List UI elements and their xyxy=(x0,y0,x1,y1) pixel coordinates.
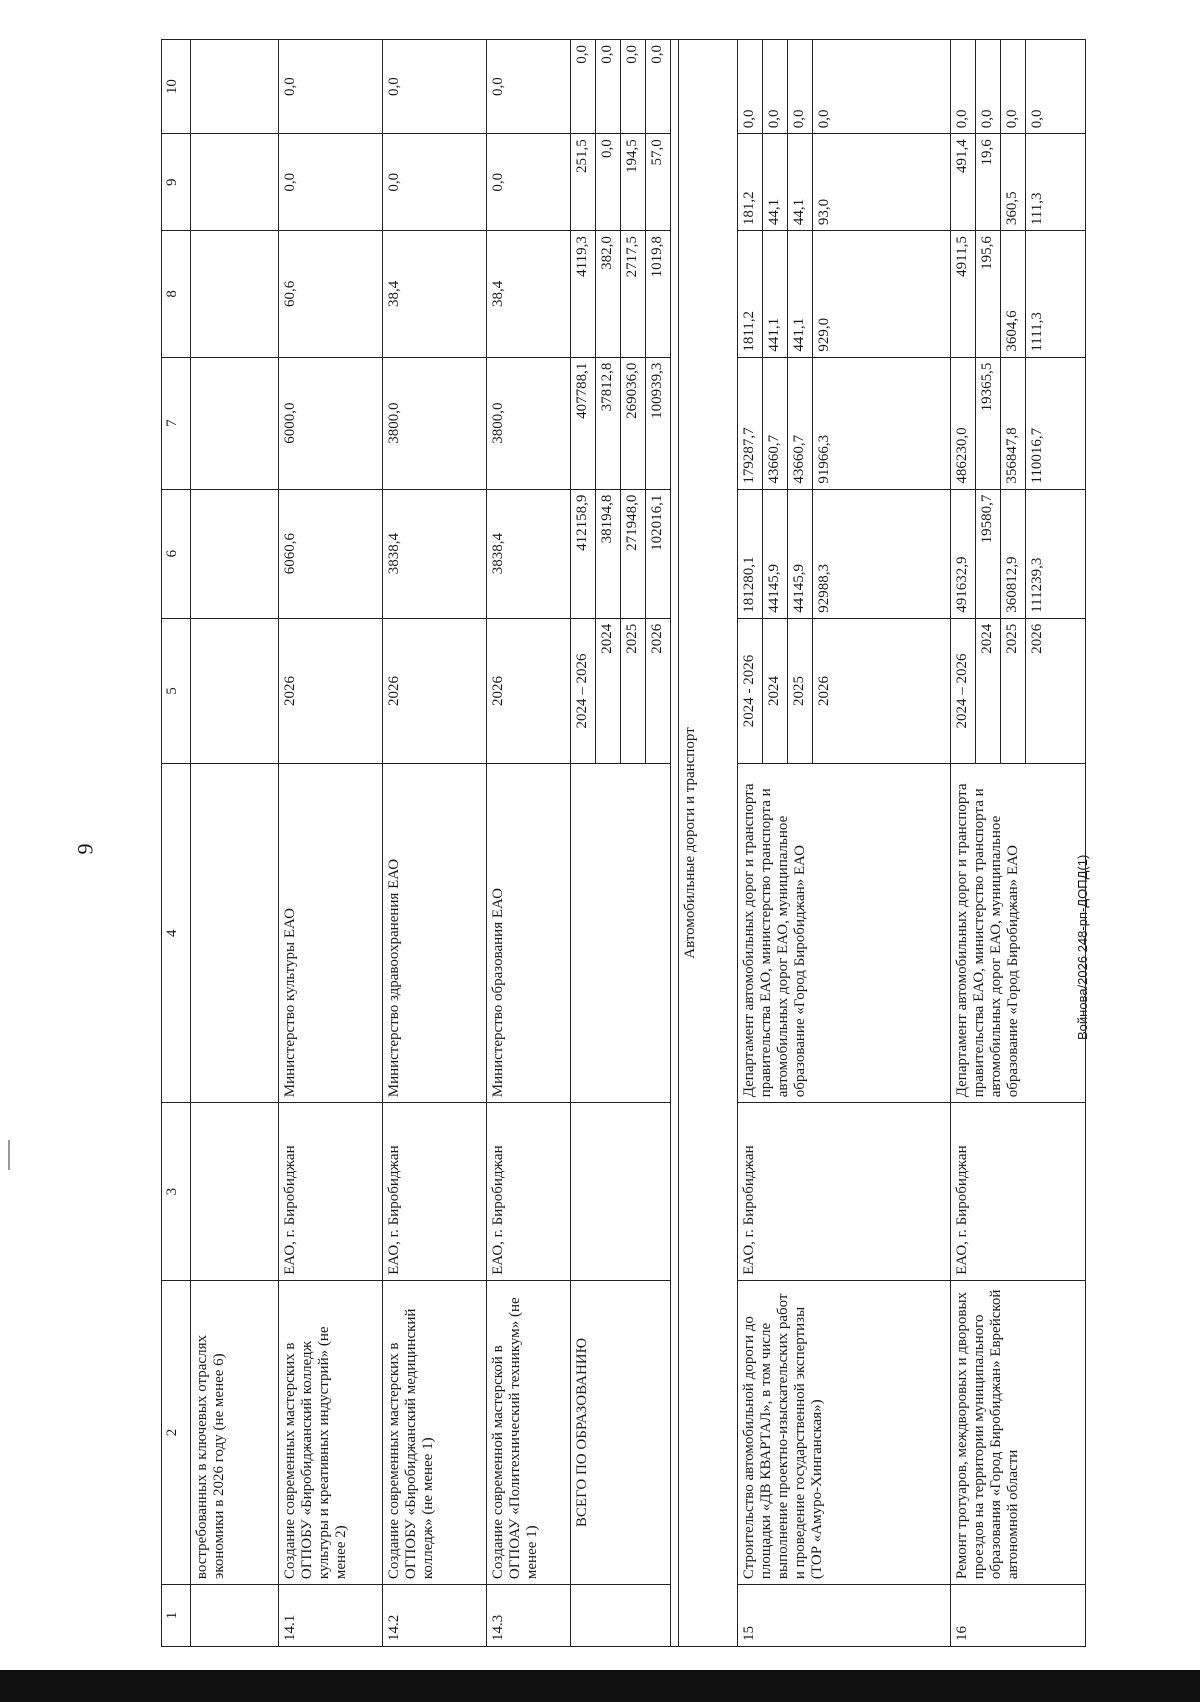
table-row xyxy=(738,40,763,1647)
cell-value: 44145,9 xyxy=(788,489,813,618)
cell-value: 382,0 xyxy=(596,231,621,358)
cell-value: 19,6 xyxy=(976,134,1001,231)
scan-mark xyxy=(8,1140,10,1170)
cell-value: 57,0 xyxy=(646,134,671,231)
cell-value: 38,4 xyxy=(487,231,571,358)
total-label: ВСЕГО ПО ОБРАЗОВАНИЮ xyxy=(571,1280,671,1584)
cell-value: 194,5 xyxy=(621,134,646,231)
cell-value: 3838,4 xyxy=(383,489,487,618)
cell-value: 110016,7 xyxy=(1026,357,1086,489)
cell-value: 356847,8 xyxy=(1001,357,1026,489)
cell-place: ЕАО, г. Биробиджан xyxy=(487,1103,571,1281)
cell-year: 2025 xyxy=(621,618,646,763)
col-header: 7 xyxy=(162,357,191,489)
cell-name: Создание современной мастерской в ОГПОАУ «Политехнический техникум» (не менее 1) xyxy=(487,1280,571,1584)
cell-value: 491,4 xyxy=(951,134,976,231)
cell-value: 4911,5 xyxy=(951,231,976,358)
cell-value: 0,0 xyxy=(738,40,763,134)
cell-value: 0,0 xyxy=(621,40,646,134)
col-header: 2 xyxy=(162,1280,191,1584)
cell-value: 44,1 xyxy=(788,134,813,231)
rotated-table-frame xyxy=(161,39,1086,1647)
cell-num: 14.2 xyxy=(383,1585,487,1647)
col-header: 5 xyxy=(162,618,191,763)
cell-name: Ремонт тротуаров, междворовых и дворовых проездов на территории муниципального образования «Город Биробиджан» Еврейской автономной области xyxy=(951,1280,1086,1584)
cell-value: 0,0 xyxy=(763,40,788,134)
cell-exec: Министерство здравоохранения ЕАО xyxy=(383,764,487,1103)
cell-value: 19580,7 xyxy=(976,489,1001,618)
cell-value: 0,0 xyxy=(571,40,596,134)
cell-value: 486230,0 xyxy=(951,357,976,489)
cell-year: 2024 – 2026 xyxy=(951,618,976,763)
cell-exec: Департамент автомобильных дорог и транспорта правительства ЕАО, министерство транспорта и автомобильных дорог ЕАО, муниципальное образование «Город Биробиджан» ЕАО xyxy=(738,764,951,1103)
cell-value: 91966,3 xyxy=(813,357,951,489)
scan-border xyxy=(0,1670,1200,1702)
cell-value: 44,1 xyxy=(763,134,788,231)
cell-value: 0,0 xyxy=(646,40,671,134)
cell-value: 0,0 xyxy=(487,134,571,231)
cell-year: 2025 xyxy=(1001,618,1026,763)
col-header: 10 xyxy=(162,40,191,134)
cell-value: 0,0 xyxy=(383,134,487,231)
col-header: 8 xyxy=(162,231,191,358)
cell-num: 14.3 xyxy=(487,1585,571,1647)
cell-value: 43660,7 xyxy=(788,357,813,489)
cell-value: 92988,3 xyxy=(813,489,951,618)
cell-value: 3838,4 xyxy=(487,489,571,618)
cell-value: 195,6 xyxy=(976,231,1001,358)
cell-value: 2717,5 xyxy=(621,231,646,358)
cell-year: 2026 xyxy=(1026,618,1086,763)
header-row xyxy=(162,40,191,1647)
cell-value: 0,0 xyxy=(788,40,813,134)
cell-value: 0,0 xyxy=(383,40,487,134)
cell-value: 360,5 xyxy=(1001,134,1026,231)
cell-value: 3800,0 xyxy=(383,357,487,489)
cell-num: 15 xyxy=(738,1585,951,1647)
cell-year: 2026 xyxy=(279,618,383,763)
cell-place: ЕАО, г. Биробиджан xyxy=(951,1103,1086,1281)
cell-year: 2026 xyxy=(487,618,571,763)
cell-value: 271948,0 xyxy=(621,489,646,618)
cell-value: 407788,1 xyxy=(571,357,596,489)
table-row xyxy=(951,40,976,1647)
cell-value: 1111,3 xyxy=(1026,231,1086,358)
cell-value: 0,0 xyxy=(596,40,621,134)
table-row xyxy=(279,40,383,1647)
section-title: Автомобильные дороги и транспорт xyxy=(679,40,738,1647)
cell-name: востребованных в ключевых отраслях экономики в 2026 году (не менее 6) xyxy=(191,1280,279,1584)
cell-value: 37812,8 xyxy=(596,357,621,489)
cell-place: ЕАО, г. Биробиджан xyxy=(383,1103,487,1281)
funding-table xyxy=(161,39,1086,1647)
table-row xyxy=(191,40,279,1647)
cell-value: 60,6 xyxy=(279,231,383,358)
cell-year: 2024 - 2026 xyxy=(738,618,763,763)
cell-value: 19365,5 xyxy=(976,357,1001,489)
cell-num: 14.1 xyxy=(279,1585,383,1647)
cell-value: 0,0 xyxy=(487,40,571,134)
cell-value: 0,0 xyxy=(1001,40,1026,134)
cell-year: 2026 xyxy=(383,618,487,763)
cell-value: 491632,9 xyxy=(951,489,976,618)
cell-num: 16 xyxy=(951,1585,1086,1647)
cell-value: 1019,8 xyxy=(646,231,671,358)
cell-value: 102016,1 xyxy=(646,489,671,618)
spacer-row xyxy=(671,40,679,1647)
cell-value: 111239,3 xyxy=(1026,489,1086,618)
cell-value: 0,0 xyxy=(279,40,383,134)
cell-value: 6000,0 xyxy=(279,357,383,489)
total-row xyxy=(571,40,596,1647)
cell-value: 44145,9 xyxy=(763,489,788,618)
cell-year: 2024 xyxy=(976,618,1001,763)
cell-value: 0,0 xyxy=(279,134,383,231)
cell-year: 2024 xyxy=(763,618,788,763)
cell-name: Создание современных мастерских в ОГПОБУ «Биробиджанский медицинский колледж» (не менее 1) xyxy=(383,1280,487,1584)
cell-value: 441,1 xyxy=(763,231,788,358)
cell-value: 6060,6 xyxy=(279,489,383,618)
cell-value: 111,3 xyxy=(1026,134,1086,231)
cell-value: 3800,0 xyxy=(487,357,571,489)
cell-value: 360812,9 xyxy=(1001,489,1026,618)
cell-value: 0,0 xyxy=(951,40,976,134)
cell-value: 100939,3 xyxy=(646,357,671,489)
cell-exec: Министерство культуры ЕАО xyxy=(279,764,383,1103)
cell-year: 2024 xyxy=(596,618,621,763)
cell-value: 251,5 xyxy=(571,134,596,231)
cell-place: ЕАО, г. Биробиджан xyxy=(279,1103,383,1281)
document-signature: Войнова/2026 248-рп-ДОПД(1) xyxy=(1075,854,1090,1040)
table-row xyxy=(487,40,571,1647)
cell-value: 269036,0 xyxy=(621,357,646,489)
cell-exec: Министерство образования ЕАО xyxy=(487,764,571,1103)
table-row xyxy=(383,40,487,1647)
page-number: 9 xyxy=(72,843,98,855)
cell-place: ЕАО, г. Биробиджан xyxy=(738,1103,951,1281)
cell-value: 93,0 xyxy=(813,134,951,231)
cell-value: 0,0 xyxy=(1026,40,1086,134)
cell-value: 1811,2 xyxy=(738,231,763,358)
cell-value: 929,0 xyxy=(813,231,951,358)
cell-year: 2024 – 2026 xyxy=(571,618,596,763)
cell-value: 3604,6 xyxy=(1001,231,1026,358)
col-header: 3 xyxy=(162,1103,191,1281)
col-header: 4 xyxy=(162,764,191,1103)
cell-value: 0,0 xyxy=(976,40,1001,134)
cell-name: Строительство автомобильной дороги до площадки «ДВ КВАРТАЛ», в том числе выполнение проектно-изыскательских работ и проведение государственной экспертизы (ТОР «Амуро-Хинганская») xyxy=(738,1280,951,1584)
cell-value: 441,1 xyxy=(788,231,813,358)
cell-value: 412158,9 xyxy=(571,489,596,618)
col-header: 6 xyxy=(162,489,191,618)
cell-year: 2025 xyxy=(788,618,813,763)
col-header: 9 xyxy=(162,134,191,231)
cell-year: 2026 xyxy=(813,618,951,763)
cell-value: 38,4 xyxy=(383,231,487,358)
col-header: 1 xyxy=(162,1585,191,1647)
cell-value: 4119,3 xyxy=(571,231,596,358)
cell-name: Создание современных мастерских в ОГПОБУ «Биробиджанский колледж культуры и креативных индустрий» (не менее 2) xyxy=(279,1280,383,1584)
cell-value: 43660,7 xyxy=(763,357,788,489)
cell-value: 179287,7 xyxy=(738,357,763,489)
cell-value: 0,0 xyxy=(596,134,621,231)
cell-exec: Департамент автомобильных дорог и транспорта правительства ЕАО, министерство транспорта и автомобильных дорог ЕАО, муниципальное образование «Город Биробиджан» ЕАО xyxy=(951,764,1086,1103)
cell-value: 181,2 xyxy=(738,134,763,231)
section-header xyxy=(679,40,738,1647)
cell-year: 2026 xyxy=(646,618,671,763)
cell-value: 181280,1 xyxy=(738,489,763,618)
cell-value: 38194,8 xyxy=(596,489,621,618)
cell-value: 0,0 xyxy=(813,40,951,134)
